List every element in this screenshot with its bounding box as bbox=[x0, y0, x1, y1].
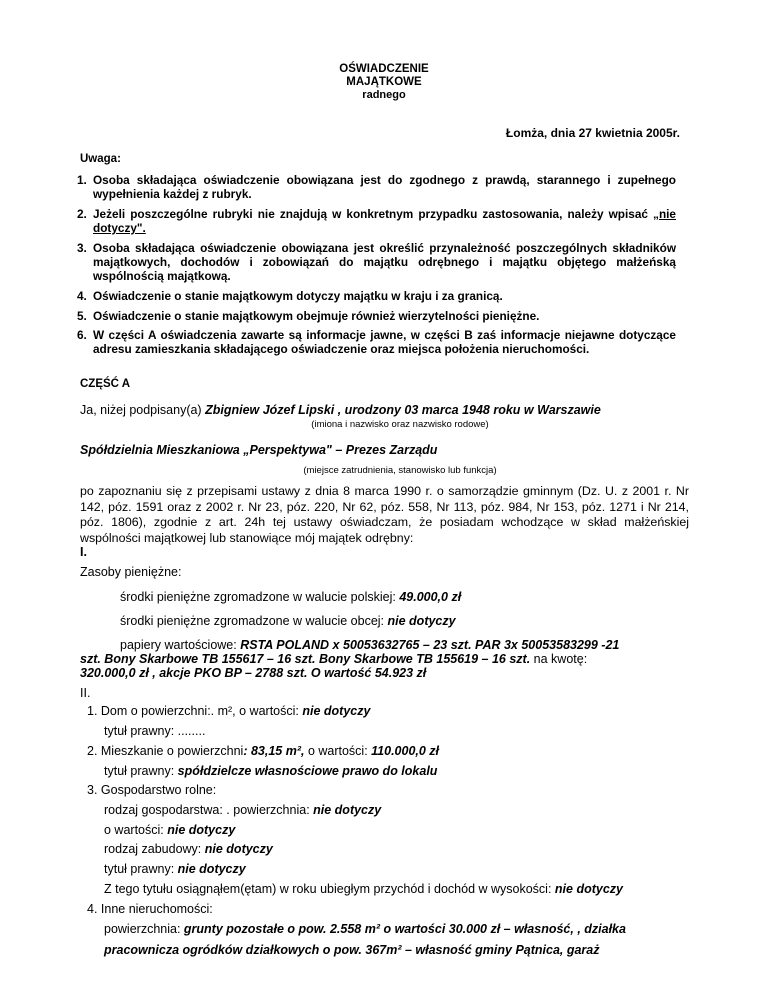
cash-pln-line bbox=[120, 590, 461, 604]
notice-item-5 bbox=[77, 309, 676, 323]
notice-item-number: 6. bbox=[77, 328, 87, 342]
house-line bbox=[87, 704, 370, 718]
other-property-line-1 bbox=[104, 922, 626, 936]
other-area-label: powierzchnia: bbox=[104, 922, 184, 936]
farm-income-line bbox=[104, 882, 623, 896]
notice-item-6 bbox=[77, 328, 676, 356]
house-label: 1. Dom o powierzchni:. m², o wartości: bbox=[87, 704, 303, 718]
cash-pln-value: 49.000,0 zł bbox=[399, 590, 462, 604]
notice-item-text: Oświadczenie o stanie majątkowym dotyczy majątku w kraju i za granicą. bbox=[93, 289, 503, 303]
notice-item-number: 3. bbox=[77, 241, 87, 255]
notice-item-1 bbox=[77, 173, 676, 201]
notice-item-text: Osoba składająca oświadczenie obowiązana jest określić przynależność poszczególnych składników majątkowych, dochodów i zobowiązań do majątku odrębnego i majątku objętego małżeńską wspólnością majątkową. bbox=[93, 241, 676, 283]
farm-type-label: rodzaj gospodarstwa: . powierzchnia: bbox=[104, 803, 314, 817]
farm-type-value: nie dotyczy bbox=[313, 803, 382, 817]
house-title: tytuł prawny: ........ bbox=[104, 724, 206, 738]
farm-build-value: nie dotyczy bbox=[204, 842, 273, 856]
flat-value-label: o wartości: bbox=[304, 744, 372, 758]
notice-item-3 bbox=[77, 241, 676, 283]
notice-item-text: Jeżeli poszczególne rubryki nie znajdują w konkretnym przypadku zastosowania, należy wpisać bbox=[93, 207, 654, 221]
farm-value-value: nie dotyczy bbox=[167, 823, 236, 837]
part-a-heading: CZĘŚĆ A bbox=[80, 378, 131, 390]
doc-title-line2: MAJĄTKOWE bbox=[346, 76, 422, 88]
farm-title-line bbox=[104, 862, 246, 876]
other-property-label: 4. Inne nieruchomości: bbox=[87, 902, 213, 916]
employment-caption: (miejsce zatrudnienia, stanowisko lub funkcja) bbox=[303, 465, 497, 476]
place-date: Łomża, dnia 27 kwietnia 2005r. bbox=[505, 126, 680, 140]
cash-foreign-line bbox=[120, 614, 456, 628]
doc-title-line3: radnego bbox=[362, 89, 406, 101]
securities-amount-label: na kwotę: bbox=[530, 652, 588, 666]
farm-title-label: tytuł prawny: bbox=[104, 862, 178, 876]
farm-label: 3. Gospodarstwo rolne: bbox=[87, 783, 217, 797]
notice-item-text: W części A oświadczenia zawarte są informacje jawne, w części B zaś informacje niejawne dotyczące adresu zamieszkania składającego oświadczenie oraz miejsca położenia nieruchomości. bbox=[93, 328, 676, 356]
flat-title-label: tytuł prawny: bbox=[104, 764, 178, 778]
farm-value-line bbox=[104, 823, 235, 837]
notice-label: Uwaga: bbox=[80, 153, 121, 165]
farm-title-value: nie dotyczy bbox=[177, 862, 246, 876]
employment: Spółdzielnia Mieszkaniowa „Perspektywa" – Prezes Zarządu bbox=[80, 443, 438, 457]
securities-value-2: szt. Bony Skarbowe TB 155617 – 16 szt. Bony Skarbowe TB 155619 – 16 szt. bbox=[80, 652, 531, 666]
flat-label: 2. Mieszkanie o powierzchni bbox=[87, 744, 244, 758]
intro-line bbox=[80, 403, 601, 417]
notice-item-2 bbox=[77, 207, 676, 235]
declarant-name: Zbigniew Józef Lipski , urodzony 03 marca 1948 roku w Warszawie bbox=[205, 403, 601, 417]
notice-item-4 bbox=[77, 289, 676, 303]
farm-build-label: rodzaj zabudowy: bbox=[104, 842, 205, 856]
cash-foreign-label: środki pieniężne zgromadzone w walucie obcej: bbox=[120, 614, 388, 628]
flat-value: 110.000,0 zł bbox=[371, 744, 440, 758]
house-value: nie dotyczy bbox=[302, 704, 371, 718]
farm-type-line bbox=[104, 803, 381, 817]
securities-line-1 bbox=[120, 638, 619, 652]
intro-prefix: Ja, niżej podpisany(a) bbox=[80, 403, 206, 417]
other-property-value-1: grunty pozostałe o pow. 2.558 m² o wartości 30.000 zł – własność, , działka bbox=[183, 922, 626, 936]
notice-item-number: 5. bbox=[77, 309, 87, 323]
flat-area: : 83,15 m², bbox=[243, 744, 305, 758]
flat-title-line bbox=[104, 764, 437, 778]
flat-title-value: spółdzielcze własnościowe prawo do lokalu bbox=[177, 764, 438, 778]
doc-title-line1: OŚWIADCZENIE bbox=[339, 63, 429, 75]
section-2-roman: II. bbox=[80, 686, 91, 700]
farm-value-label: o wartości: bbox=[104, 823, 168, 837]
securities-line-2 bbox=[80, 652, 587, 666]
flat-line bbox=[87, 744, 439, 758]
farm-build-line bbox=[104, 842, 273, 856]
notice-item-emphasis: „nie dotyczy". bbox=[93, 207, 676, 235]
farm-income-value: nie dotyczy bbox=[554, 882, 623, 896]
other-property-line-2: pracownicza ogródków działkowych o pow. 367m² – własność gminy Pątnica, garaż bbox=[104, 943, 600, 957]
securities-value-1: RSTA POLAND x 50053632765 – 23 szt. PAR 3x 50053583299 -21 bbox=[240, 638, 620, 652]
statement-paragraph: po zapoznaniu się z przepisami ustawy z dnia 8 marca 1990 r. o samorządzie gminnym (Dz. U. z 2001 r. Nr 142, póz. 1591 oraz z 2002 r. Nr 23, póz. 220, Nr 62, póz. 558, Nr 113, póz. 984, Nr 153, póz. 1271 i Nr 214, póz. 1806), zgodnie z art. 24h tej ustawy oświadczam, że posiadam wchodzące w skład małżeńskiej wspólności majątkowej lub stanowiące mój majątek odrębny: bbox=[80, 484, 689, 545]
farm-income-label: Z tego tytułu osiągnąłem(ętam) w roku ubiegłym przychód i dochód w wysokości: bbox=[104, 882, 555, 896]
notice-item-number: 4. bbox=[77, 289, 87, 303]
notice-item-text: Oświadczenie o stanie majątkowym obejmuje również wierzytelności pieniężne. bbox=[93, 309, 540, 323]
securities-line-3: 320.000,0 zł , akcje PKO BP – 2788 szt. O wartość 54.923 zł bbox=[80, 666, 427, 680]
name-caption: (imiona i nazwisko oraz nazwisko rodowe) bbox=[311, 419, 489, 430]
notice-item-number: 2. bbox=[77, 207, 87, 221]
cash-pln-label: środki pieniężne zgromadzone w walucie polskiej: bbox=[120, 590, 400, 604]
cash-label: Zasoby pieniężne: bbox=[80, 565, 182, 579]
section-1-roman: I. bbox=[80, 545, 87, 559]
cash-foreign-value: nie dotyczy bbox=[387, 614, 456, 628]
notice-item-number: 1. bbox=[77, 173, 87, 187]
notice-item-text: Osoba składająca oświadczenie obowiązana jest do zgodnego z prawdą, starannego i zupełnego wypełnienia każdej z rubryk. bbox=[93, 173, 676, 201]
securities-label: papiery wartościowe: bbox=[120, 638, 241, 652]
